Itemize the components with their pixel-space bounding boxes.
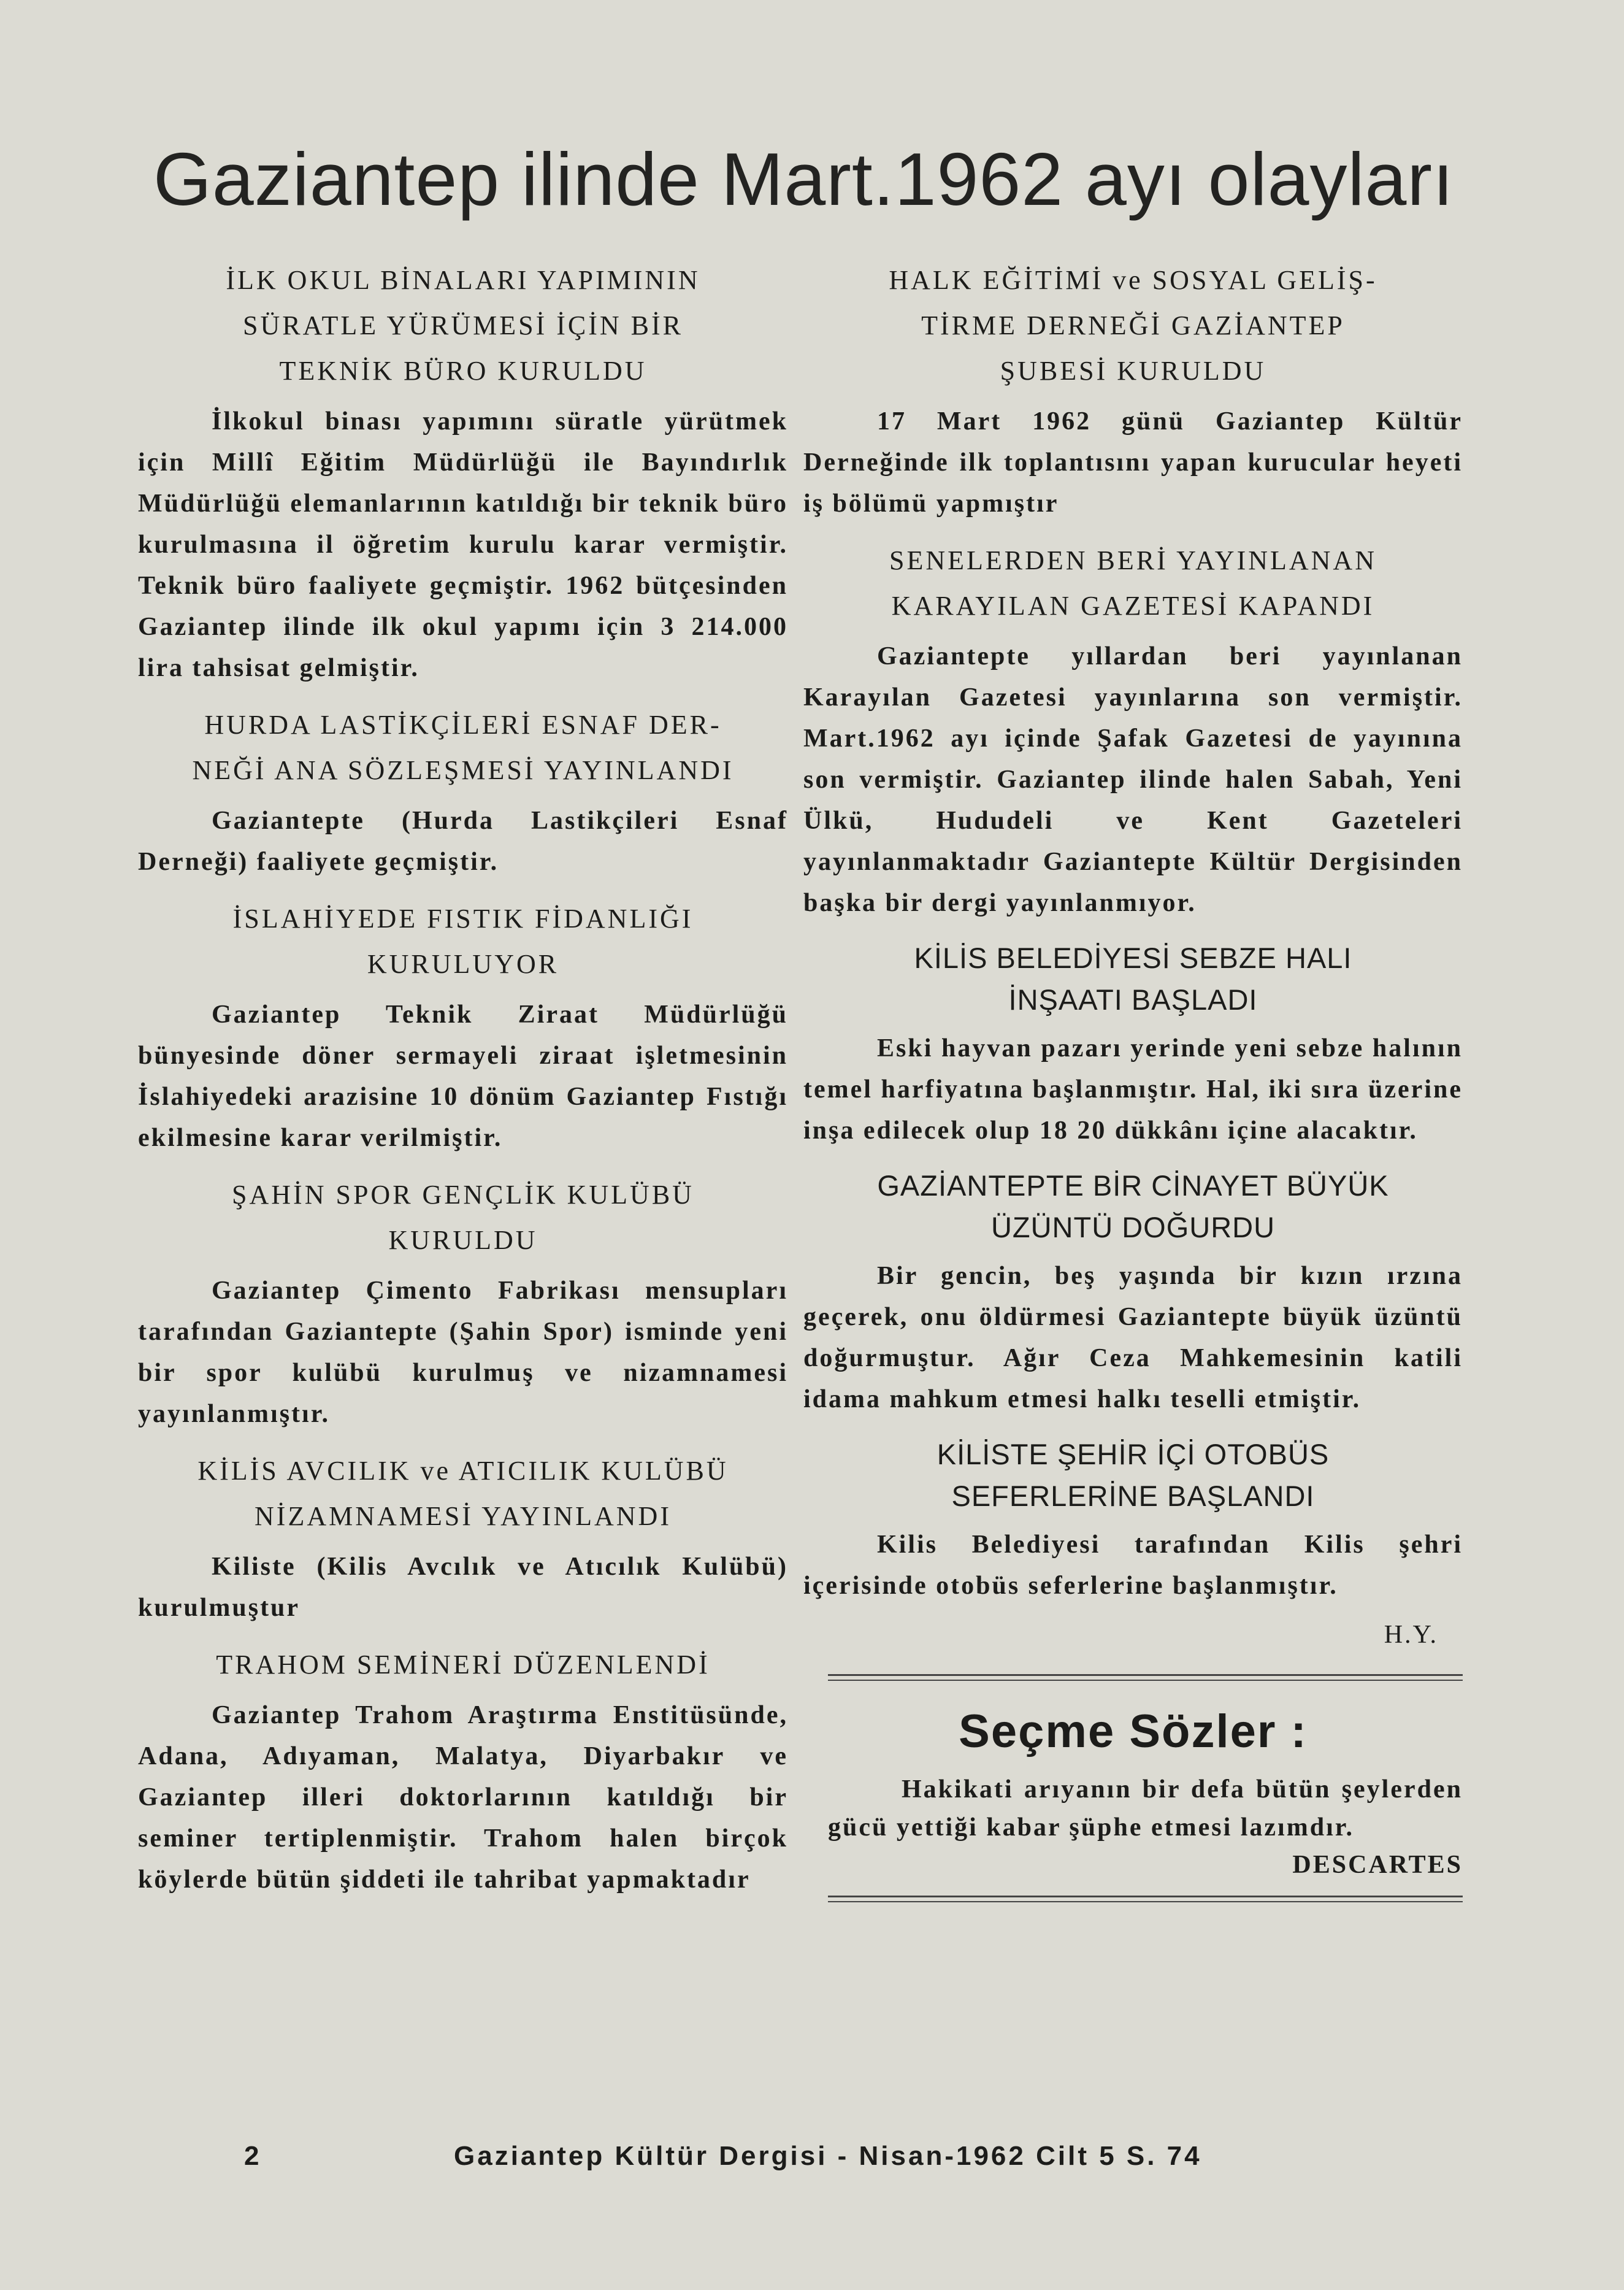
article-heading-line: İNŞAATI BAŞLADI (1008, 983, 1258, 1016)
article-body: Gaziantepte (Hurda Lastikçileri Esnaf Derneği) faaliyete geçmiştir. (138, 807, 788, 876)
article-heading-line: HALK EĞİTİMİ ve SOSYAL GELİŞ- (889, 265, 1377, 295)
article-heading-line: ŞAHİN SPOR GENÇLİK KULÜBÜ (232, 1180, 694, 1210)
article (138, 1172, 788, 1435)
quote-author: DESCARTES (1292, 1851, 1463, 1879)
article-heading-line: KURULUYOR (367, 949, 559, 979)
article-body: Kiliste (Kilis Avcılık ve Atıcılık Kulübü) kurulmuştur (138, 1553, 788, 1622)
article (138, 702, 788, 883)
article-heading-line: KİLİS AVCILIK ve ATICILIK KULÜBÜ (197, 1456, 729, 1486)
article-heading-line: ŞUBESİ KURULDU (1000, 356, 1266, 386)
article-heading-line: SENELERDEN BERİ YAYINLANAN (889, 545, 1377, 575)
article-heading-line: NEĞİ ANA SÖZLEŞMESİ YAYINLANDI (192, 755, 734, 785)
article-body: Gaziantepte yıllardan beri yayınlanan Karayılan Gazetesi yayınlarına son vermiştir. Mart.1962 ayı içinde Şafak Gazetesi de yayınına son vermiştir. Gaziantep ilinde halen Sabah, Yeni Ülkü, Hududeli ve Kent Gazeteleri yayınlanmaktadır Gaziantepte Kültür Dergisinden başka bir dergi yayınlanmıyor. (803, 642, 1463, 917)
article-body: Bir gencin, beş yaşında bir kızın ırzına geçerek, onu öldürmesi Gaziantepte büyük üzüntü doğurmuştur. Ağır Ceza Mahkemesinin katili idama mahkum etmesi halkı teselli etmiştir. (803, 1262, 1463, 1413)
page-title: Gaziantep ilinde Mart.1962 ayı olayları (153, 137, 1454, 221)
divider (828, 1896, 1463, 1902)
article (138, 1448, 788, 1629)
article-heading-line: SEFERLERİNE BAŞLANDI (951, 1480, 1315, 1512)
article-heading-line: KİLİSTE ŞEHİR İÇİ OTOBÜS (936, 1438, 1330, 1470)
article-heading-line: TRAHOM SEMİNERİ DÜZENLENDİ (216, 1650, 710, 1680)
article-heading-line: KURULDU (388, 1225, 538, 1255)
article-body: Eski hayvan pazarı yerinde yeni sebze halının temel harfiyatına başlanmıştır. Hal, iki sıra üzerine inşa edilecek olup 18 20 dükkânı içine alacaktır. (803, 1034, 1463, 1145)
quote-attribution (803, 1846, 1463, 1883)
article (138, 1642, 788, 1900)
article-heading-line: İSLAHİYEDE FISTIK FİDANLIĞI (232, 904, 694, 934)
article-heading-line: TEKNİK BÜRO KURULDU (279, 356, 647, 386)
article-body: Gaziantep Çimento Fabrikası mensupları tarafından Gaziantepte (Şahin Spor) isminde yeni bir spor kulübü kurulmuş ve nizamnamesi yayınlanmıştır. (138, 1277, 788, 1428)
author-signature: H.Y. (1384, 1621, 1438, 1649)
footer-text: Gaziantep Kültür Dergisi - Nisan-1962 Cilt 5 S. 74 (454, 2141, 1202, 2171)
article-body: Kilis Belediyesi tarafından Kilis şehri içerisinde otobüs seferlerine başlanmıştır. (803, 1531, 1463, 1600)
quote-title: Seçme Sözler : (959, 1705, 1308, 1758)
article-heading-line: İLK OKUL BİNALARI YAPIMININ (226, 265, 700, 295)
quote-body: Hakikati arıyanın bir defa bütün şeylerden gücü yettiği kabar şüphe etmesi lazımdır. (828, 1775, 1463, 1842)
article-body: İlkokul binası yapımını süratle yürütmek için Millî Eğitim Müdürlüğü ile Bayındırlık Müdürlüğü elemanlarının katıldığı bir teknik büro kurulmasına il öğretim kurulu karar vermiştir. Teknik büro faaliyete geçmiştir. 1962 bütçesinden Gaziantep ilinde ilk okul yapımı için 3 214.000 lira tahsisat gelmiştir. (138, 407, 788, 682)
divider (828, 1674, 1463, 1681)
article-body: Gaziantep Teknik Ziraat Müdürlüğü bünyesinde döner sermayeli ziraat işletmesinin İslahiyedeki arazisine 10 dönüm Gaziantep Fıstığı ekilmesine karar verilmiştir. (138, 1001, 788, 1152)
page-number: 2 (244, 2141, 259, 2171)
right-column (803, 258, 1463, 1902)
article-heading-line: ÜZÜNTÜ DOĞURDU (990, 1211, 1276, 1243)
left-column (138, 258, 788, 1914)
article-body: 17 Mart 1962 günü Gaziantep Kültür Derneğinde ilk toplantısını yapan kurucular heyeti iş bölümü yapmıştır (803, 407, 1463, 518)
article-heading-line: KARAYILAN GAZETESİ KAPANDI (891, 591, 1375, 621)
article (803, 538, 1463, 924)
article (138, 896, 788, 1159)
article (803, 258, 1463, 524)
article-heading-line: KİLİS BELEDİYESİ SEBZE HALI (914, 942, 1352, 974)
article-heading-line: HURDA LASTİKÇİLERİ ESNAF DER- (204, 710, 722, 740)
article-heading-line: GAZİANTEPTE BİR CİNAYET BÜYÜK (877, 1169, 1389, 1202)
article-heading-line: TİRME DERNEĞİ GAZİANTEP (921, 310, 1345, 340)
article-heading-line: SÜRATLE YÜRÜMESİ İÇİN BİR (242, 310, 684, 340)
article-heading-line: NİZAMNAMESİ YAYINLANDI (255, 1501, 672, 1531)
article-body: Gaziantep Trahom Araştırma Enstitüsünde, Adana, Adıyaman, Malatya, Diyarbakır ve Gaziantep illeri doktorlarının katıldığı bir seminer tertiplenmiştir. Trahom halen birçok köylerde bütün şiddeti ile tahribat yapmaktadır (138, 1701, 788, 1894)
article (803, 937, 1463, 1151)
article (138, 258, 788, 689)
article (803, 1165, 1463, 1420)
article (803, 1434, 1463, 1607)
